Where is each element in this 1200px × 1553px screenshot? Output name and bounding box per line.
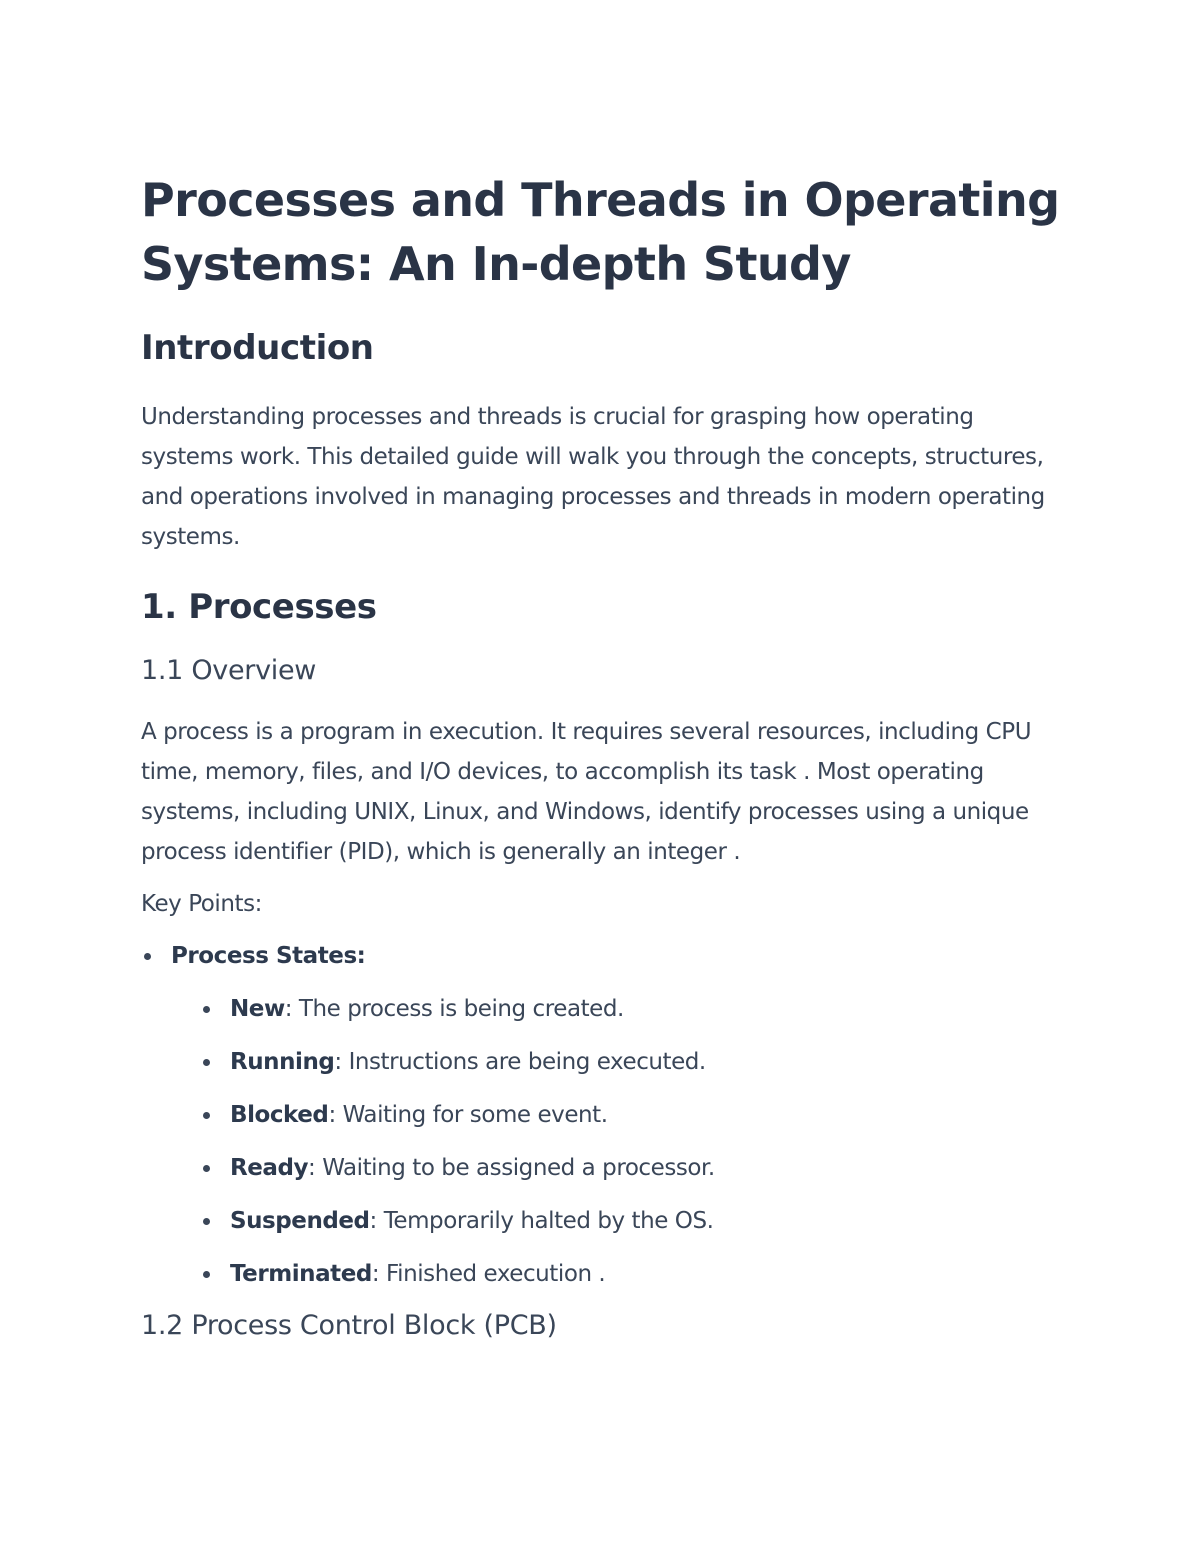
state-description: : Waiting to be assigned a processor. <box>308 1155 715 1181</box>
state-item-suspended <box>171 1203 1071 1239</box>
state-term: New <box>230 996 285 1022</box>
bullet-icon <box>203 1112 210 1119</box>
process-states-label: Process States: <box>171 943 366 969</box>
state-description: : Instructions are being executed. <box>334 1049 706 1075</box>
state-description: : The process is being created. <box>284 996 624 1022</box>
process-states-list <box>171 991 1071 1292</box>
state-term: Terminated <box>230 1261 372 1287</box>
introduction-paragraph: Understanding processes and threads is crucial for grasping how operating systems work. This detailed guide will walk you through the concepts, structures, and operations involved in managing processes and threads in modern operating systems. <box>141 404 1045 550</box>
bullet-icon <box>144 953 151 960</box>
state-term: Running <box>230 1049 335 1075</box>
bullet-icon <box>203 1006 210 1013</box>
state-description: : Temporarily halted by the OS. <box>369 1208 714 1234</box>
state-item-running <box>171 1044 1071 1080</box>
processes-heading: 1. Processes <box>141 587 377 627</box>
bullet-icon <box>203 1218 210 1225</box>
bullet-icon <box>203 1059 210 1066</box>
state-term: Suspended <box>230 1208 370 1234</box>
state-item-terminated <box>171 1256 1071 1292</box>
overview-heading: 1.1 Overview <box>141 655 317 686</box>
document-content <box>141 168 1071 1345</box>
key-points-label: Key Points: <box>141 891 262 917</box>
state-description: : Waiting for some event. <box>328 1102 608 1128</box>
bullet-icon <box>203 1165 210 1172</box>
state-item-blocked <box>171 1097 1071 1133</box>
overview-paragraph: A process is a program in execution. It requires several resources, including CPU time, memory, files, and I/O devices, to accomplish its task . Most operating systems, including UNIX, Linux, and Windows, identify processes using a unique process identifier (PID), which is generally an integer . <box>141 719 1032 865</box>
state-item-ready <box>171 1150 1071 1186</box>
state-description: : Finished execution . <box>371 1261 606 1287</box>
pcb-heading: 1.2 Process Control Block (PCB) <box>141 1310 557 1341</box>
process-states-item <box>141 938 1071 1292</box>
state-term: Ready <box>230 1155 309 1181</box>
state-item-new <box>171 991 1071 1027</box>
bullet-icon <box>203 1271 210 1278</box>
key-points-list <box>141 938 1071 1292</box>
state-term: Blocked <box>230 1102 329 1128</box>
document-title: Processes and Threads in Operating Systems: An In-depth Study <box>141 173 1060 291</box>
introduction-heading: Introduction <box>141 328 374 368</box>
